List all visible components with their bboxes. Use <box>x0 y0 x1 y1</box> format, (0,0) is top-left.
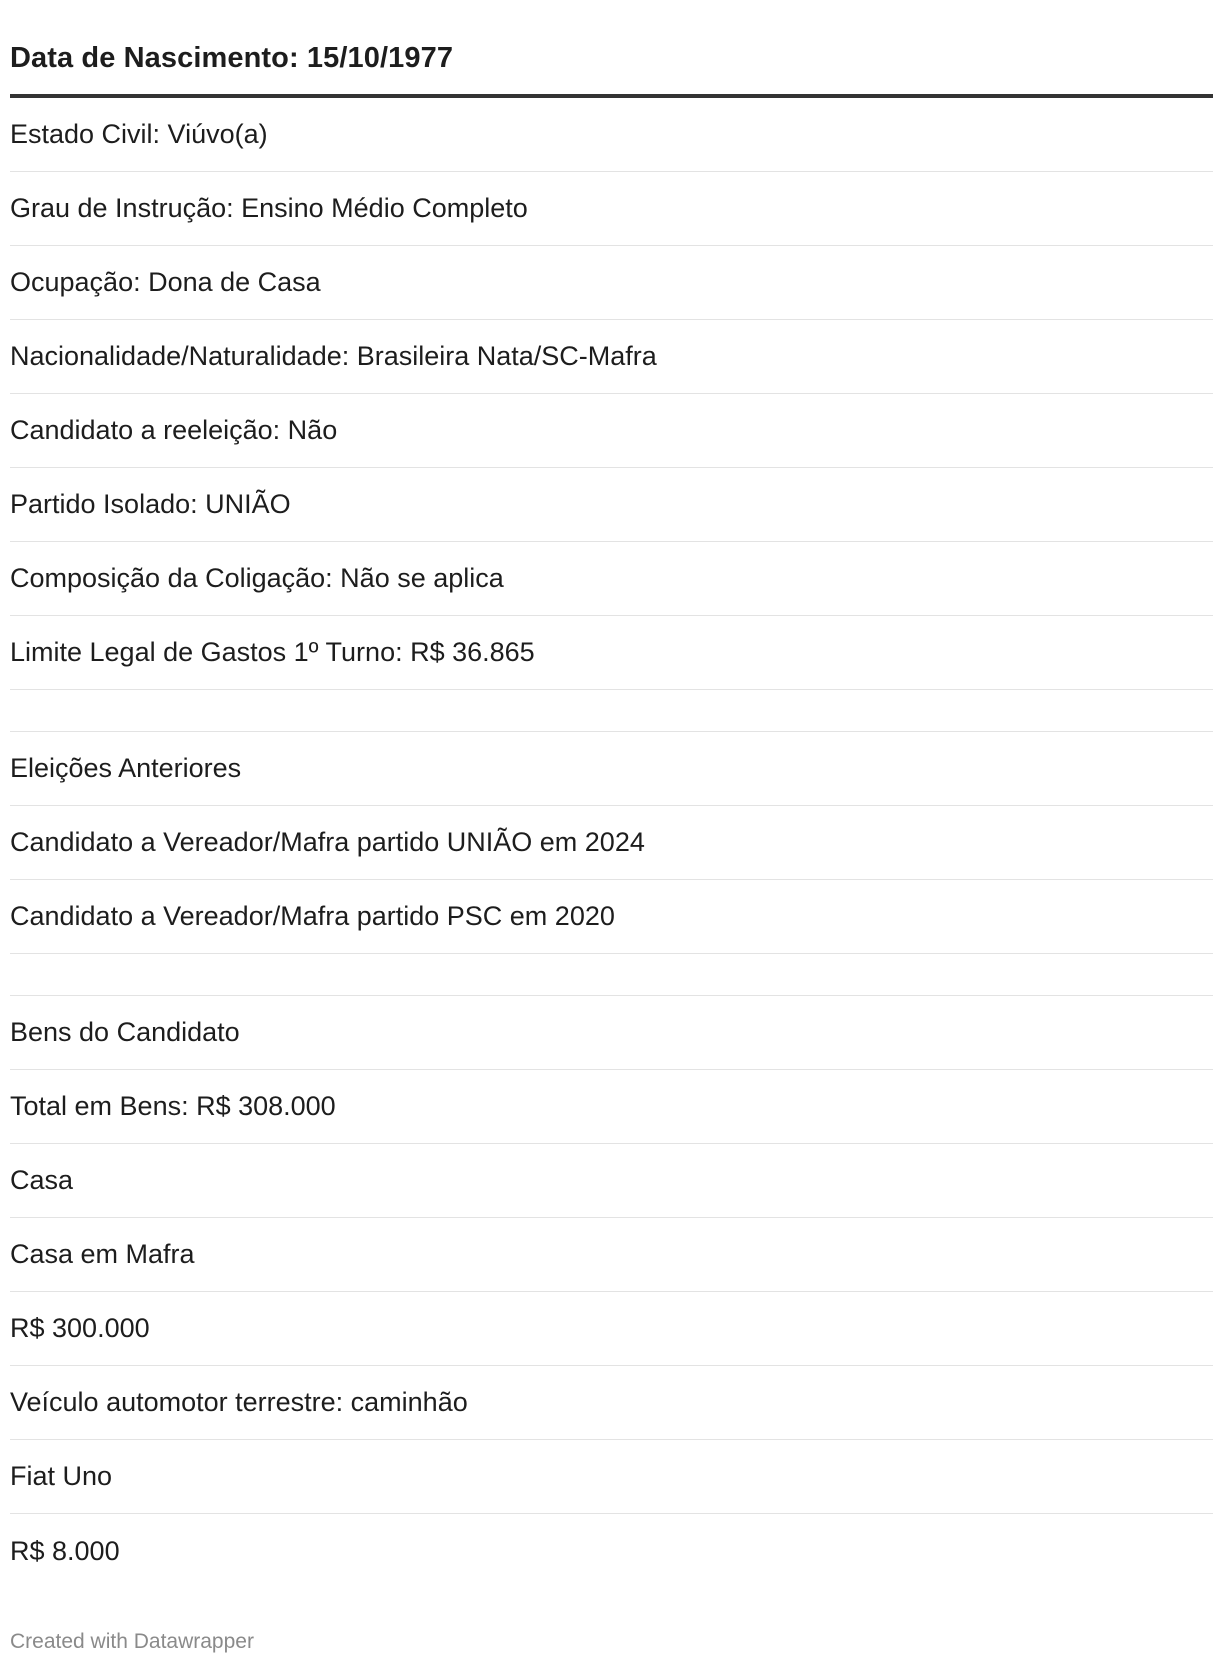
row-text: Limite Legal de Gastos 1º Turno: R$ 36.865 <box>10 637 535 667</box>
table-row <box>10 1218 1213 1292</box>
table-row <box>10 880 1213 954</box>
table-row <box>10 1144 1213 1218</box>
datawrapper-credit[interactable]: Created with Datawrapper <box>10 1630 254 1653</box>
row-text: Composição da Coligação: Não se aplica <box>10 563 504 593</box>
row-text: R$ 8.000 <box>10 1535 120 1566</box>
table-row <box>10 1440 1213 1514</box>
table-row <box>10 468 1213 542</box>
row-text: Estado Civil: Viúvo(a) <box>10 119 268 149</box>
row-text: Partido Isolado: UNIÃO <box>10 489 291 519</box>
row-text: Bens do Candidato <box>10 1017 240 1047</box>
row-text: Eleições Anteriores <box>10 753 242 783</box>
table-row <box>10 394 1213 468</box>
row-text: Candidato a Vereador/Mafra partido UNIÃO em 2024 <box>10 827 645 857</box>
table-row <box>10 542 1213 616</box>
table-row <box>10 172 1213 246</box>
table-row <box>10 1366 1213 1440</box>
row-text: Casa <box>10 1165 74 1195</box>
row-text: Casa em Mafra <box>10 1239 195 1269</box>
row-text: Candidato a Vereador/Mafra partido PSC em 2020 <box>10 901 615 931</box>
table-row <box>10 996 1213 1070</box>
row-text: Veículo automotor terrestre: caminhão <box>10 1387 468 1417</box>
table-row <box>10 806 1213 880</box>
header-title: Data de Nascimento: 15/10/1977 <box>10 41 454 74</box>
row-text: Candidato a reeleição: Não <box>10 415 338 445</box>
table-row <box>10 1514 1213 1588</box>
table-row <box>10 246 1213 320</box>
table-row-blank <box>10 954 1213 996</box>
row-text: Grau de Instrução: Ensino Médio Completo <box>10 193 528 223</box>
table-row <box>10 1070 1213 1144</box>
row-text: Total em Bens: R$ 308.000 <box>10 1091 336 1121</box>
table-header <box>10 32 1213 98</box>
row-text: Nacionalidade/Naturalidade: Brasileira Nata/SC-Mafra <box>10 341 657 371</box>
table-row <box>10 320 1213 394</box>
table-row <box>10 732 1213 806</box>
table-row <box>10 98 1213 172</box>
info-table <box>10 32 1213 1588</box>
table-row-blank <box>10 690 1213 732</box>
table-row <box>10 616 1213 690</box>
table-row <box>10 1292 1213 1366</box>
row-text: Fiat Uno <box>10 1461 113 1491</box>
row-text: Ocupação: Dona de Casa <box>10 267 321 297</box>
row-text: R$ 300.000 <box>10 1313 150 1343</box>
